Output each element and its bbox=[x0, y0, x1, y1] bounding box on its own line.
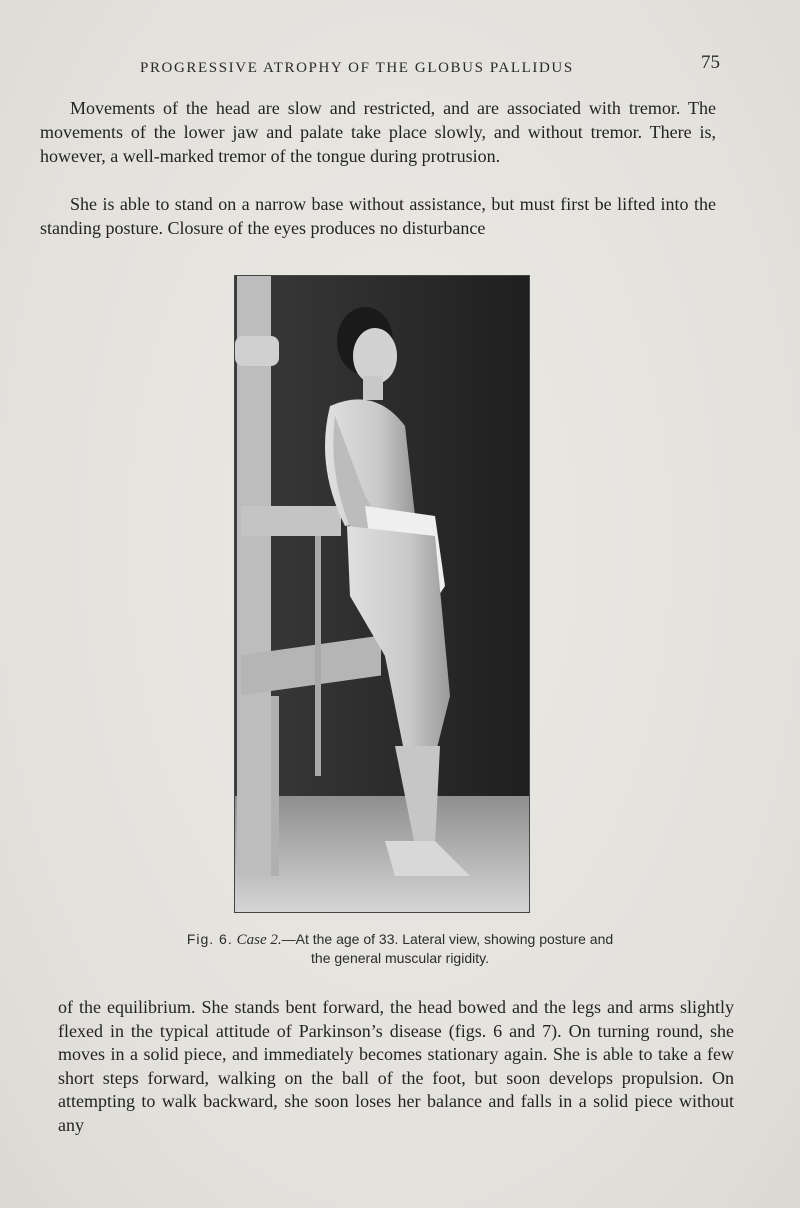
caption-line-1 bbox=[120, 930, 680, 949]
figure-photograph bbox=[234, 275, 530, 913]
page-number: 75 bbox=[701, 52, 720, 73]
figure-label: Fig. 6. bbox=[186, 931, 233, 947]
figure-case: Case 2. bbox=[236, 932, 282, 948]
paragraph-equilibrium: of the equilibrium. She stands bent forward, the head bowed and the legs and arms slightly flexed in the typical attitude of Parkinson’s disease (figs. 6 and 7). On turning round, she moves in a solid piece, and immediately becomes stationary again. She is able to take a few short steps forward, walking on the ball of the foot, but soon develops propulsion. On attempting to walk backward, she soon loses her balance and falls in a solid piece without any bbox=[58, 997, 734, 1135]
page-header bbox=[140, 52, 720, 82]
patient-lateral-view-photo bbox=[235, 276, 530, 913]
paragraph-head-movements: Movements of the head are slow and restricted, and are associated with tremor. The movements of the lower jaw and palate take place slowly, and without tremor. There is, however, a well-marked tremor of the tongue during protrusion. bbox=[40, 98, 716, 166]
figure-caption bbox=[120, 930, 680, 967]
caption-text-1: —At the age of 33. Lateral view, showing posture and bbox=[281, 931, 614, 947]
running-title: PROGRESSIVE ATROPHY OF THE GLOBUS PALLIDUS bbox=[140, 60, 574, 76]
paragraph-standing: She is able to stand on a narrow base without assistance, but must first be lifted into the standing posture. Closure of the eyes produces no disturbance bbox=[40, 194, 716, 238]
caption-text-2: the general muscular rigidity. bbox=[311, 950, 489, 966]
